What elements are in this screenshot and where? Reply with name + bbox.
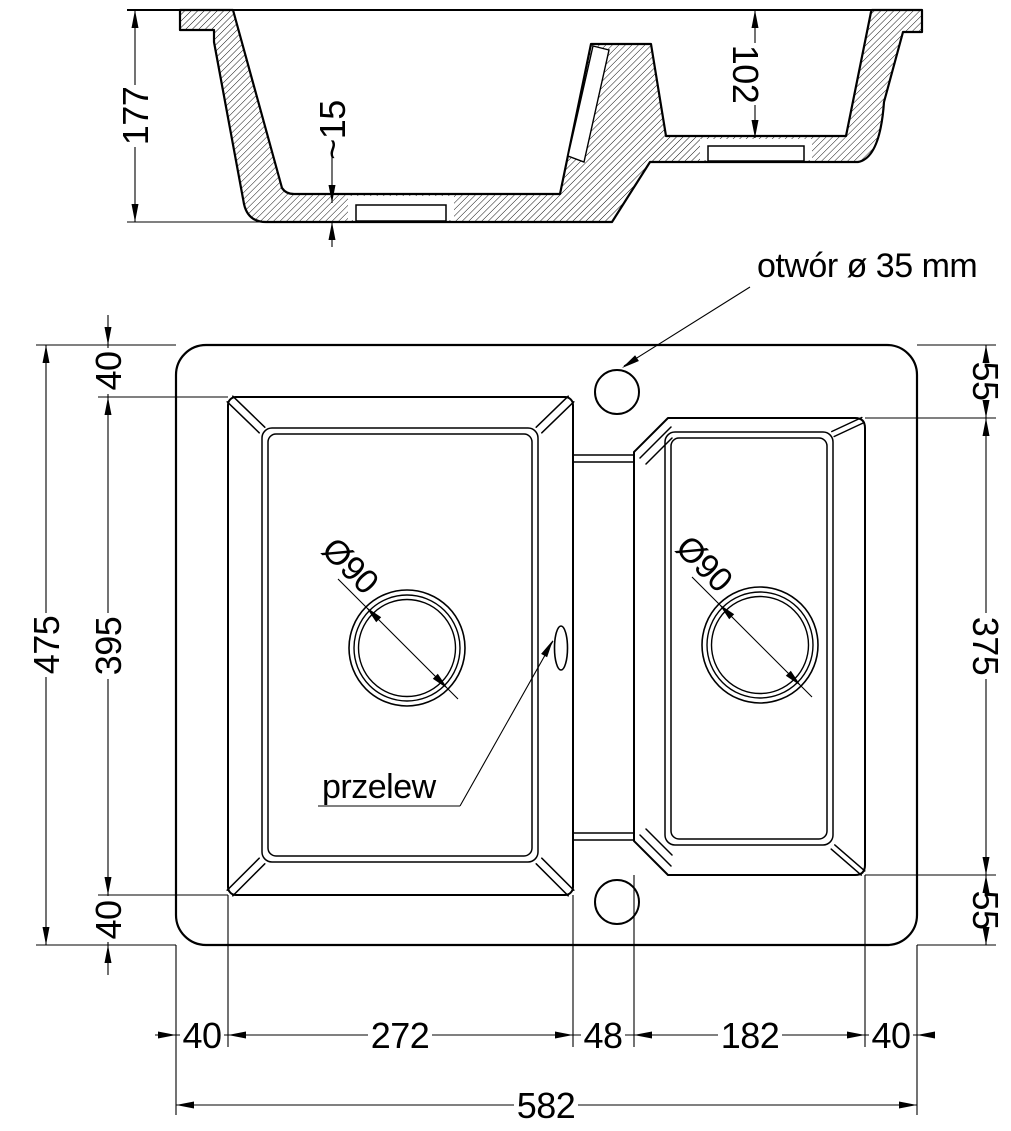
right-drain-diameter-label: Ø90 (668, 528, 740, 600)
dim-left-bottom-margin-label: 40 (88, 900, 129, 940)
dim-left-top-margin-label: 40 (88, 351, 129, 391)
right-drain-plate (708, 146, 804, 161)
dim-section-depth-label: 177 (115, 86, 156, 146)
bowl-corner-chamfers (227, 396, 865, 896)
dim-divider-width-label: 48 (583, 1015, 623, 1056)
left-bowl-rim (228, 397, 573, 895)
bottom-hole (595, 880, 639, 924)
overflow-oval (555, 626, 568, 670)
dim-bottom-right-margin-label: 40 (871, 1015, 911, 1056)
dimension-lines (46, 10, 986, 1105)
dim-left-bowl-width-label: 272 (370, 1015, 430, 1056)
dim-right-top-margin-label: 55 (965, 361, 1006, 401)
dim-right-bowl-depth-label: 102 (725, 44, 766, 104)
dim-bottom-left-margin-label: 40 (182, 1015, 222, 1056)
sink-outline (176, 345, 917, 945)
dim-floor-thickness-label: ~15 (312, 100, 353, 160)
faucet-hole (595, 370, 639, 414)
plan-view (36, 345, 996, 1115)
right-bowl-bottom-inner (671, 438, 827, 839)
dim-overall-height-label: 475 (26, 615, 67, 675)
extension-lines (36, 345, 996, 1115)
right-bowl-rim (634, 418, 865, 875)
dim-overall-width-label: 582 (516, 1085, 576, 1126)
cross-section-view (127, 10, 922, 222)
section-sink-body (180, 10, 922, 222)
left-drain-plate (356, 205, 446, 221)
dim-left-bowl-height-label: 395 (88, 616, 129, 676)
faucet-hole-label: otwór ø 35 mm (757, 247, 978, 285)
dimension-arrowheads (43, 10, 990, 1109)
overflow-label: przelew (322, 768, 436, 806)
dim-right-bowl-height-label: 375 (965, 616, 1006, 676)
left-drain-diameter-label: Ø90 (314, 530, 386, 602)
dim-right-bowl-width-label: 182 (720, 1015, 780, 1056)
dim-right-bottom-margin-label: 55 (965, 890, 1006, 930)
